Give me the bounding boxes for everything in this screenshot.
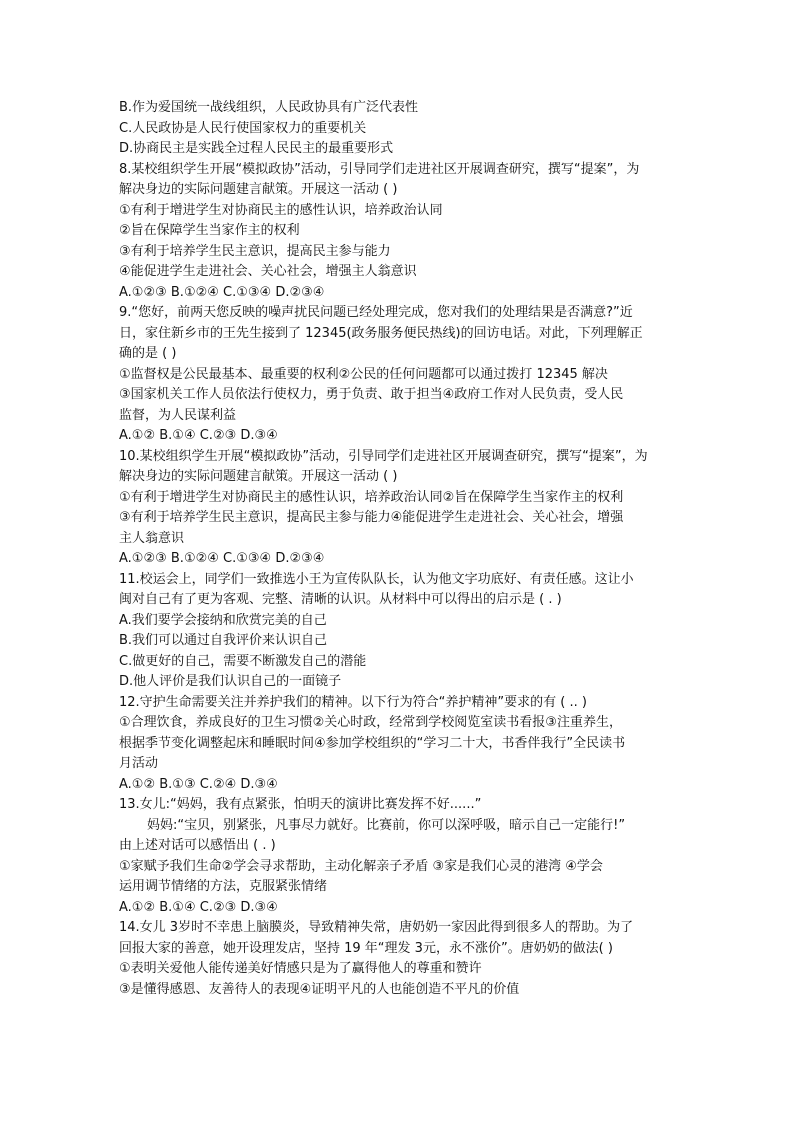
option-line: ③是懂得感恩、友善待人的表现④证明平凡的人也能创造不平凡的价值 xyxy=(119,981,520,997)
text-line: C.人民政协是人民行使国家权力的重要机关 xyxy=(119,120,367,136)
question-stem: 闽对自己有了更为客观、完整、清晰的认识。从材料中可以得出的启示是 ( . ) xyxy=(119,592,562,607)
option-line: ③有利于培养学生民主意识，提高民主参与能力 xyxy=(119,243,391,259)
question-stem: 9.“您好，前两天您反映的噪声扰民问题已经处理完成，您对我们的处理结果是否满意?”近 xyxy=(119,305,633,320)
option-line: ①监督权是公民最基本、最重要的权利②公民的任何问题都可以通过拨打 12345 解决 xyxy=(119,366,608,382)
answer-choices: A.①② B.①④ C.②③ D.③④ xyxy=(119,899,278,915)
option-line: ①有利于增进学生对协商民主的感性认识，培养政治认同 xyxy=(119,202,443,218)
option-line: 监督，为人民谋利益 xyxy=(119,407,237,423)
text-line: B.作为爱国统一战线组织，人民政协具有广泛代表性 xyxy=(119,100,419,115)
answer-choices: A.①②③ B.①②④ C.①③④ D.②③④ xyxy=(119,551,325,566)
question-stem: 10.某校组织学生开展“模拟政协”活动，引导同学们走进社区开展调查研究，撰写“提案”，为 xyxy=(119,448,648,464)
answer-choices: A.①②③ B.①②④ C.①③④ D.②③④ xyxy=(119,284,325,300)
option-line: 根据季节变化调整起床和睡眠时间④参加学校组织的“学习二十大，书香伴我行”全民读书 xyxy=(119,735,626,751)
option-line: 月活动 xyxy=(119,756,159,771)
question-stem: 日，家住新乡市的王先生接到了 12345(政务服务便民热线)的回访电话。对此，下列理解正 xyxy=(119,325,643,341)
question-stem: 11.校运会上，同学们一致推选小王为宣传队队长，认为他文字功底好、有责任感。这让小 xyxy=(119,571,634,587)
option-line: ①合理饮食，养成良好的卫生习惯②关心时政，经常到学校阅览室读书看报③注重养生， xyxy=(119,715,622,730)
option-line: 运用调节情绪的方法，克服紧张情绪 xyxy=(119,879,328,894)
option-line: ②旨在保障学生当家作主的权利 xyxy=(119,223,300,238)
dialogue-line: 妈妈:“宝贝，别紧张，凡事尽力就好。比赛前，你可以深呼吸，暗示自己一定能行!” xyxy=(147,817,626,833)
question-stem: 解决身边的实际问题建言献策。开展这一活动 ( ) xyxy=(119,182,398,197)
text-line: D.协商民主是实践全过程人民民主的最重要形式 xyxy=(119,141,394,156)
option-line: ③有利于培养学生民主意识，提高民主参与能力④能促进学生走进社会、关心社会，增强 xyxy=(119,510,624,525)
answer-choices: A.①② B.①③ C.②④ D.③④ xyxy=(119,776,278,792)
question-stem: 13.女儿:“妈妈，我有点紧张，怕明天的演讲比赛发挥不好......” xyxy=(119,797,482,812)
option-line: A.我们要学会接纳和欣赏完美的自己 xyxy=(119,612,327,628)
option-line: ①表明关爱他人能传递美好情感只是为了赢得他人的尊重和赞许 xyxy=(119,961,482,976)
question-text-block xyxy=(119,98,679,1000)
question-stem: 解决身边的实际问题建言献策。开展这一活动 ( ) xyxy=(119,469,398,484)
option-line: D.他人评价是我们认识自己的一面镜子 xyxy=(119,674,342,689)
option-line: B.我们可以通过自我评价来认识自己 xyxy=(119,633,328,648)
option-line: ①有利于增进学生对协商民主的感性认识，培养政治认同②旨在保障学生当家作主的权利 xyxy=(119,489,624,505)
question-stem: 回报大家的善意，她开设理发店，坚持 19 年“理发 3元，永不涨价”。唐奶奶的做法( ) xyxy=(119,940,613,956)
answer-choices: A.①② B.①④ C.②③ D.③④ xyxy=(119,428,278,443)
question-stem: 由上述对话可以感悟出 ( . ) xyxy=(119,838,276,853)
question-stem: 确的是 ( ) xyxy=(119,346,177,361)
option-line: C.做更好的自己，需要不断激发自己的潜能 xyxy=(119,653,367,669)
question-stem: 8.某校组织学生开展“模拟政协”活动，引导同学们走进社区开展调查研究，撰写“提案”，为 xyxy=(119,161,640,177)
option-line: 主人翁意识 xyxy=(119,530,185,546)
option-line: ③国家机关工作人员依法行使权力，勇于负责、敢于担当④政府工作对人民负责，受人民 xyxy=(119,387,624,402)
question-stem: 14.女儿 3岁时不幸患上脑膜炎，导致精神失常，唐奶奶一家因此得到很多人的帮助。为了 xyxy=(119,920,634,935)
option-line: ④能促进学生走进社会、关心社会，增强主人翁意识 xyxy=(119,264,417,279)
question-stem: 12.守护生命需要关注并养护我们的精神。以下行为符合“养护精神”要求的有 ( .. ) xyxy=(119,694,587,710)
option-line: ①家赋予我们生命②学会寻求帮助，主动化解亲子矛盾 ③家是我们心灵的港湾 ④学会 xyxy=(119,858,603,874)
